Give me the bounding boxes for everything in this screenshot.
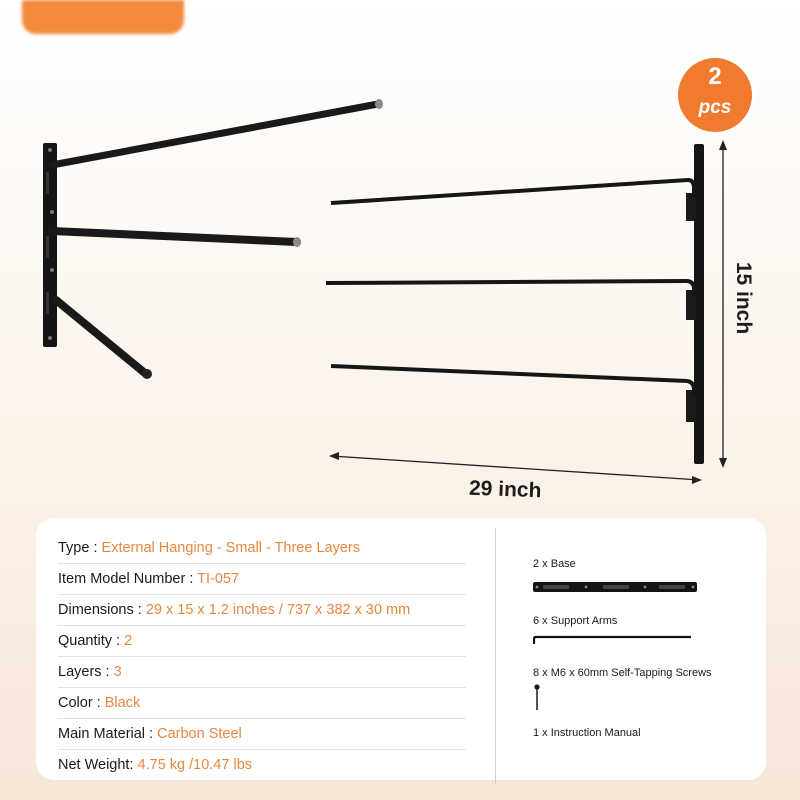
spec-value: Carbon Steel [157,726,242,742]
rack-side-view [326,144,704,464]
width-label: 29 inch [468,476,542,503]
spec-label: Main Material : [58,726,158,742]
spec-label: Dimensions : [58,602,146,618]
spec-list [58,533,466,780]
spec-label: Type : [58,540,102,556]
part-manual [533,727,641,739]
spec-value: Black [104,695,141,711]
part-screws [533,667,712,713]
card-divider [495,528,496,784]
spec-value: 29 x 15 x 1.2 inches / 737 x 382 x 30 mm [145,602,411,618]
spec-value: 4.75 kg /10.47 lbs [137,757,253,773]
spec-value: 3 [113,664,122,680]
badge-number: 2 [708,63,722,90]
spec-row-layers [58,657,466,688]
rack-angled-view [43,99,383,379]
spec-label: Net Weight: [58,757,138,773]
part-support-arms [533,615,703,650]
spec-value: TI-057 [197,571,240,587]
spec-label: Item Model Number : [58,571,198,587]
spec-row-model [58,564,466,595]
spec-row-dimensions [58,595,466,626]
spec-row-weight [58,750,466,780]
spec-row-color [58,688,466,719]
product-info-card [36,518,766,780]
spec-row-type [58,533,466,564]
part-label: 1 x Instruction Manual [533,727,641,739]
part-label: 2 x Base [533,558,576,570]
part-label: 8 x M6 x 60mm Self-Tapping Screws [533,667,712,679]
spec-label: Layers : [58,664,114,680]
height-dimension-arrow [719,140,727,468]
spec-label: Quantity : [58,633,125,649]
screw-icon [533,683,547,713]
base-plate-icon [533,578,703,598]
part-label: 6 x Support Arms [533,615,618,627]
quantity-badge [675,55,755,135]
badge-unit: pcs [698,97,732,118]
height-label: 15 inch [732,261,755,335]
part-base [533,558,703,598]
spec-row-quantity [58,626,466,657]
spec-value: External Hanging - Small - Three Layers [101,540,360,556]
spec-row-material [58,719,466,750]
spec-value: 2 [124,633,133,649]
spec-label: Color : [58,695,105,711]
support-arm-icon [533,630,703,650]
